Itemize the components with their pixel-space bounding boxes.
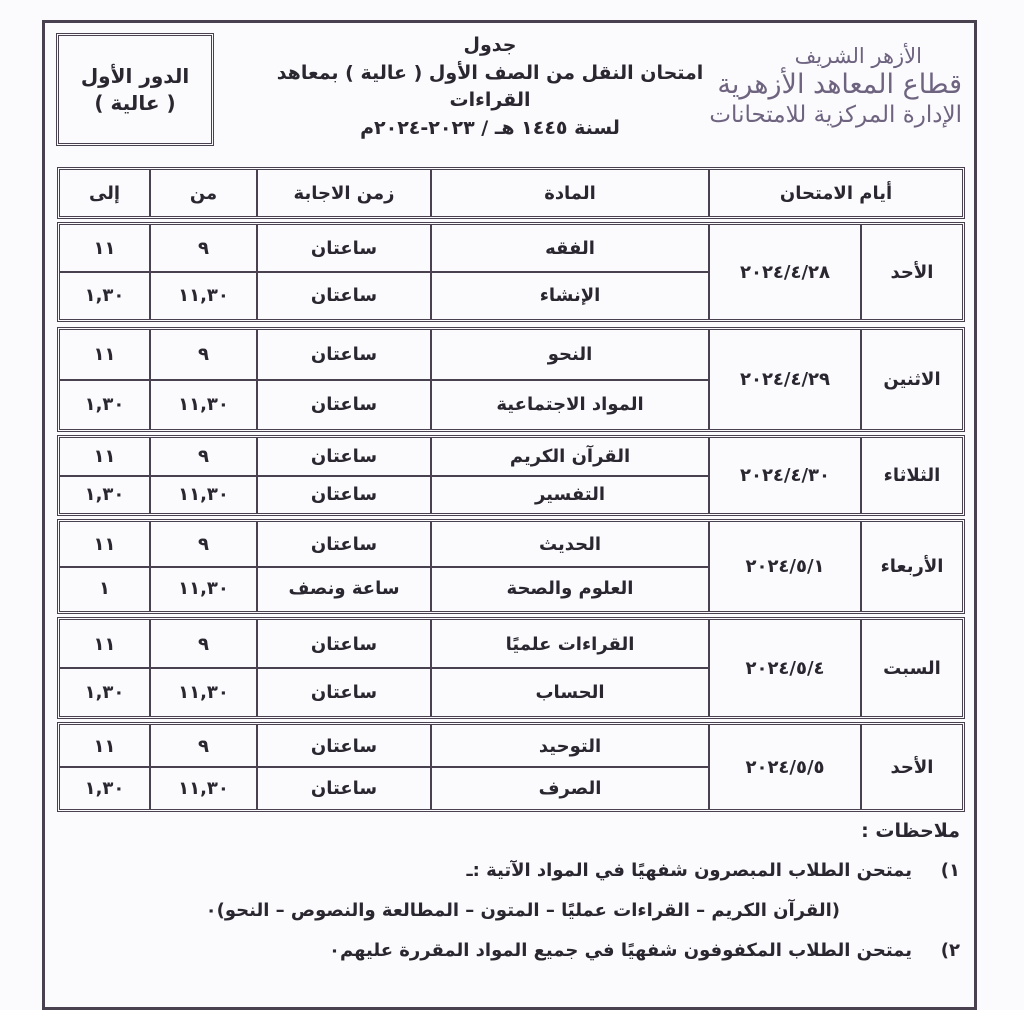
note-text: (القرآن الكريم – القراءات عمليًا – المتون – المطالعة والنصوص – النحو)٠	[205, 900, 840, 921]
note-text: يمتحن الطلاب المبصرون شفهيًا في المواد الآتية :ـ	[466, 860, 912, 881]
from-cell: ١١,٣٠	[178, 393, 229, 415]
to-cell: ١١	[93, 344, 116, 366]
subject-cell: المواد الاجتماعية	[496, 393, 644, 415]
note-number: ١)	[940, 860, 960, 881]
exam-round-box	[56, 33, 214, 146]
date-cell: ٢٠٢٤/٤/٢٨	[739, 261, 831, 283]
to-cell: ١	[99, 578, 110, 600]
date-cell: ٢٠٢٤/٥/١	[745, 556, 825, 577]
day-group	[57, 327, 965, 432]
day-name-cell: الأحد	[890, 756, 934, 778]
subject-cell: العلوم والصحة	[506, 578, 634, 600]
subject-cell: التوحيد	[538, 735, 602, 757]
from-cell: ٩	[198, 446, 209, 468]
subject-cell: الإنشاء	[539, 285, 601, 306]
subject-cell: الفقه	[545, 238, 595, 259]
duration-cell: ساعتان	[310, 285, 378, 306]
table-header-row	[57, 167, 965, 219]
header-days: أيام الامتحان	[779, 182, 893, 204]
title-line: جدول	[463, 34, 517, 56]
to-cell: ١,٣٠	[84, 285, 125, 306]
logo-line: الأزهر الشريف	[794, 44, 922, 68]
logo-line: الإدارة المركزية للامتحانات	[709, 101, 962, 128]
to-cell: ١,٣٠	[84, 483, 125, 505]
day-name-cell: الأربعاء	[880, 556, 944, 577]
date-cell: ٢٠٢٤/٤/٣٠	[739, 465, 831, 486]
subject-cell: الحديث	[538, 533, 602, 555]
to-cell: ١,٣٠	[84, 681, 125, 703]
from-cell: ٩	[198, 633, 209, 655]
day-name-cell: السبت	[883, 657, 941, 679]
al-azhar-logo	[709, 44, 962, 129]
duration-cell: ساعتان	[310, 633, 378, 655]
date-cell: ٢٠٢٤/٤/٢٩	[739, 369, 831, 390]
from-cell: ١١,٣٠	[178, 483, 229, 505]
duration-cell: ساعة ونصف	[288, 578, 400, 600]
subject-cell: الحساب	[535, 681, 605, 703]
duration-cell: ساعتان	[310, 446, 378, 468]
duration-cell: ساعتان	[310, 344, 378, 366]
to-cell: ١١	[93, 238, 116, 259]
document-title	[260, 32, 720, 142]
date-cell: ٢٠٢٤/٥/٥	[745, 756, 825, 778]
header-subject: المادة	[544, 182, 596, 204]
duration-cell: ساعتان	[310, 393, 378, 415]
to-cell: ١,٣٠	[84, 393, 125, 415]
subject-cell: القرآن الكريم	[509, 446, 631, 468]
to-cell: ١١	[93, 633, 116, 655]
notes-title: ملاحظات :	[861, 820, 960, 842]
logo-line: قطاع المعاهد الأزهرية	[717, 69, 962, 101]
to-cell: ١١	[93, 735, 116, 757]
day-name-cell: الثلاثاء	[883, 465, 941, 486]
subject-cell: الصرف	[538, 777, 602, 799]
from-cell: ١١,٣٠	[178, 777, 229, 799]
to-cell: ١١	[93, 533, 116, 555]
day-group	[57, 519, 965, 614]
subject-cell: القراءات علميًا	[505, 633, 635, 655]
round-label: الدور الأول	[80, 63, 190, 88]
subject-cell: النحو	[547, 344, 593, 366]
day-group	[57, 617, 965, 719]
day-group	[57, 222, 965, 322]
day-name-cell: الأحد	[890, 261, 934, 283]
from-cell: ١١,٣٠	[178, 578, 229, 600]
title-line: امتحان النقل من الصف الأول ( عالية ) بمعاهد القراءات	[276, 61, 704, 112]
from-cell: ٩	[198, 238, 209, 259]
day-group	[57, 435, 965, 516]
from-cell: ٩	[198, 533, 209, 555]
from-cell: ١١,٣٠	[178, 285, 229, 306]
from-cell: ١١,٣٠	[178, 681, 229, 703]
note-text: يمتحن الطلاب المكفوفون شفهيًا في جميع المواد المقررة عليهم٠	[329, 940, 912, 961]
duration-cell: ساعتان	[310, 483, 378, 505]
duration-cell: ساعتان	[310, 777, 378, 799]
duration-cell: ساعتان	[310, 238, 378, 259]
date-cell: ٢٠٢٤/٥/٤	[745, 657, 825, 679]
round-level: ( عالية )	[94, 90, 176, 115]
to-cell: ١,٣٠	[84, 777, 125, 799]
duration-cell: ساعتان	[310, 533, 378, 555]
duration-cell: ساعتان	[310, 681, 378, 703]
from-cell: ٩	[198, 344, 209, 366]
header-to: إلى	[88, 182, 121, 204]
to-cell: ١١	[93, 446, 116, 468]
subject-cell: التفسير	[534, 483, 606, 505]
day-name-cell: الاثنين	[883, 369, 941, 390]
from-cell: ٩	[198, 735, 209, 757]
note-number: ٢)	[940, 940, 960, 961]
duration-cell: ساعتان	[310, 735, 378, 757]
header-from: من	[189, 182, 218, 204]
day-group	[57, 722, 965, 812]
title-line: لسنة ١٤٤٥ هـ / ٢٠٢٣-٢٠٢٤م	[360, 116, 620, 139]
header-duration: زمن الاجابة	[293, 182, 395, 204]
